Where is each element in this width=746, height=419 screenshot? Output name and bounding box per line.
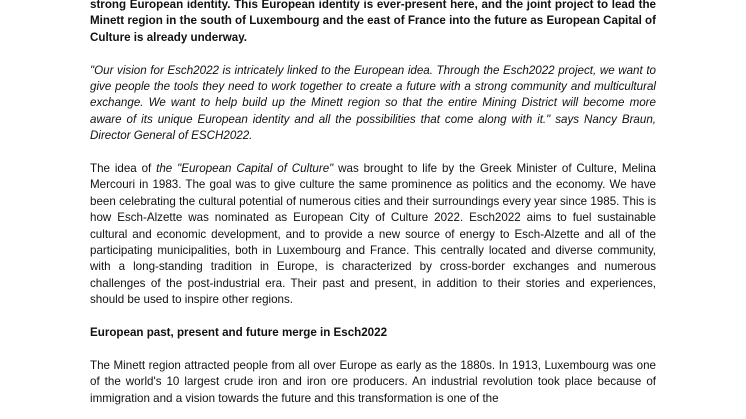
- paragraph-gap: [90, 309, 656, 325]
- body-lead: The idea of: [90, 162, 157, 176]
- intro-paragraph: strong European identity. This European identity is ever-present here, and the joint project to lead the Minett region in the south of Luxembourg and the east of France into the future as European Capital of Culture is already underway.: [90, 0, 656, 44]
- quote-paragraph: "Our vision for Esch2022 is intricately linked to the European idea. Through the Esch2022 project, we want to give people the tools they need to work together to create a future with a strong community and multicultural exchange. We want to help build up the Minett region so that the entire Mining District will become more aware of its unique European identity and all the possibilities that come along with it." says Nancy Braun, Director General of ESCH2022.: [90, 63, 656, 143]
- paragraph-gap: [90, 46, 656, 62]
- body-rest: was brought to life by the Greek Minister of Culture, Melina Mercouri in 1983. The goal was to give culture the same prominence as politics and the economy. We have been celebrating the cultural potential of numerous cities and their surroundings every year since 1985. This is how Esch-Alzette was nominated as European City of Culture 2022. Esch2022 aims to fuel sustainable cultural and economic development, and to provide a new source of energy to Esch-Alzette and all of the participating municipalities, both in Luxembourg and France. This centrally located and diverse community, with a long-standing tradition in Europe, is characterized by cross-border exchanges and numerous challenges of the post-industrial era. Their past and present, in addition to their stories and experiences, should be used to inspire other regions.: [90, 162, 657, 307]
- body-paragraph: [90, 161, 656, 309]
- document-page: [90, 0, 656, 407]
- paragraph-gap: [90, 145, 656, 161]
- paragraph-gap: [90, 341, 656, 357]
- section-heading: European past, present and future merge in Esch2022: [90, 326, 388, 340]
- section-paragraph: The Minett region attracted people from all over Europe as early as the 1880s. In 1913, Luxembourg was one of the world's 10 largest crude iron and iron ore producers. An industrial revolution took place because of immigration and a vision towards the future and this transformation is one of the: [90, 358, 656, 405]
- body-lead-italic: the "European Capital of Culture": [156, 162, 334, 176]
